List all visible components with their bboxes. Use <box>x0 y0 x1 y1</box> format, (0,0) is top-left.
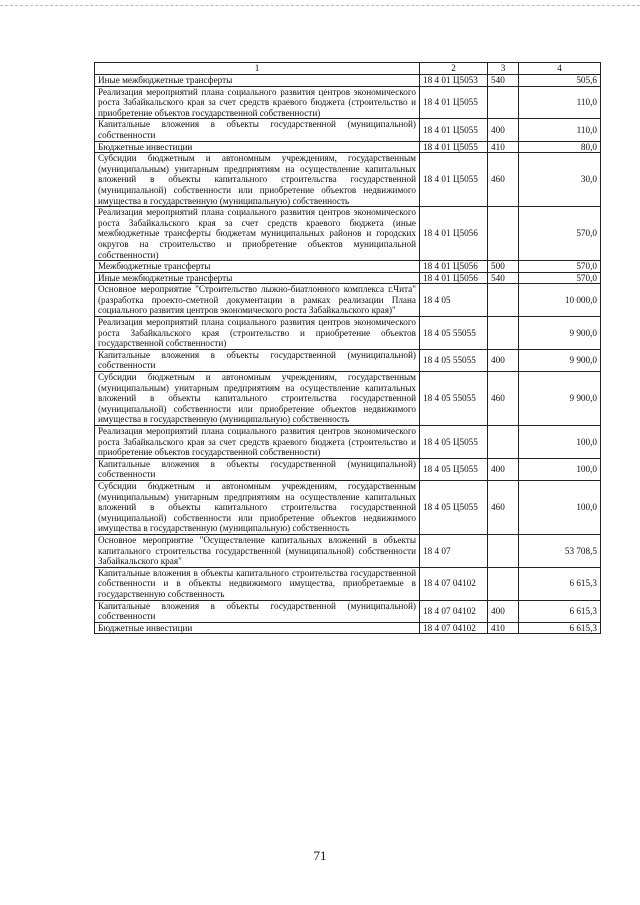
row-type: 460 <box>488 480 519 534</box>
table-row <box>95 426 601 459</box>
row-name: Реализация мероприятий плана социального развития центров экономического роста Забайкальского края за счет средств краевого бюджета (иные межбюджетные трансферты бюджетам муниципальных районов и городских округов на строительство и приобретение объектов муниципальной собственности) <box>95 207 420 261</box>
row-name: Реализация мероприятий плана социального развития центров экономического роста Забайкальского края за счет средств краевого бюджета (строительство и приобретение объектов государственной собственности) <box>95 86 420 119</box>
row-amount: 10 000,0 <box>519 284 601 317</box>
table-row <box>95 622 601 634</box>
row-type <box>488 317 519 350</box>
row-type: 400 <box>488 458 519 480</box>
table-row <box>95 141 601 153</box>
row-amount: 100,0 <box>519 458 601 480</box>
row-code: 18 4 01 Ц5055 <box>420 153 488 207</box>
table-row <box>95 86 601 119</box>
row-code: 18 4 01 Ц5056 <box>420 261 488 273</box>
header-cell-amount: 4 <box>519 63 601 75</box>
row-amount: 9 900,0 <box>519 349 601 371</box>
row-amount: 570,0 <box>519 272 601 284</box>
row-amount: 80,0 <box>519 141 601 153</box>
row-amount: 6 615,3 <box>519 622 601 634</box>
table-row <box>95 207 601 261</box>
row-type: 410 <box>488 622 519 634</box>
row-name: Реализация мероприятий плана социального развития центров экономического роста Забайкальского края (строительство и приобретение объектов государственной собственности) <box>95 317 420 350</box>
row-type: 400 <box>488 349 519 371</box>
row-type <box>488 567 519 600</box>
table-row <box>95 600 601 622</box>
row-amount: 30,0 <box>519 153 601 207</box>
row-name: Субсидии бюджетным и автономным учреждениям, государственным (муниципальным) унитарным предприятиям на осуществление капитальных вложений в объекты капитального строительства государственной (муниципальной) собственности или приобретение объектов недвижимого имущества в государственную (муниципальную) собственность <box>95 372 420 426</box>
row-code: 18 4 05 55055 <box>420 349 488 371</box>
row-code: 18 4 05 55055 <box>420 317 488 350</box>
row-amount: 6 615,3 <box>519 567 601 600</box>
header-cell-name: 1 <box>95 63 420 75</box>
table-row <box>95 153 601 207</box>
row-code: 18 4 01 Ц5055 <box>420 119 488 141</box>
table-row <box>95 75 601 87</box>
row-code: 18 4 01 Ц5053 <box>420 75 488 87</box>
header-cell-type: 3 <box>488 63 519 75</box>
scan-edge <box>0 0 640 6</box>
row-code: 18 4 01 Ц5056 <box>420 207 488 261</box>
row-type <box>488 534 519 567</box>
row-name: Капитальные вложения в объекты государственной (муниципальной) собственности <box>95 349 420 371</box>
table-row <box>95 458 601 480</box>
row-name: Межбюджетные трансферты <box>95 261 420 273</box>
table-row <box>95 272 601 284</box>
row-name: Реализация мероприятий плана социального развития центров экономического роста Забайкальского края за счет средств краевого бюджета (строительство и приобретение объектов государственной собственности) <box>95 426 420 459</box>
row-type: 540 <box>488 75 519 87</box>
row-type: 460 <box>488 153 519 207</box>
row-type: 400 <box>488 119 519 141</box>
table-header-row <box>95 63 601 75</box>
row-amount: 110,0 <box>519 119 601 141</box>
row-amount: 9 900,0 <box>519 317 601 350</box>
row-type: 500 <box>488 261 519 273</box>
row-name: Бюджетные инвестиции <box>95 622 420 634</box>
row-type <box>488 207 519 261</box>
row-type: 410 <box>488 141 519 153</box>
table-row <box>95 119 601 141</box>
row-code: 18 4 05 <box>420 284 488 317</box>
row-code: 18 4 01 Ц5056 <box>420 272 488 284</box>
row-amount: 110,0 <box>519 86 601 119</box>
row-name: Основное мероприятие "Строительство лыжно-биатлонного комплекса г.Чита" (разработка проекто-сметной документации в рамках реализации Плана социального развития центров экономического роста Забайкальского края)" <box>95 284 420 317</box>
row-amount: 505,6 <box>519 75 601 87</box>
row-code: 18 4 07 04102 <box>420 600 488 622</box>
row-amount: 100,0 <box>519 480 601 534</box>
row-type: 460 <box>488 372 519 426</box>
row-code: 18 4 05 Ц5055 <box>420 458 488 480</box>
row-name: Капитальные вложения в объекты государственной (муниципальной) собственности <box>95 458 420 480</box>
row-code: 18 4 01 Ц5055 <box>420 141 488 153</box>
row-amount: 53 708,5 <box>519 534 601 567</box>
row-name: Бюджетные инвестиции <box>95 141 420 153</box>
page-number: 71 <box>313 848 327 863</box>
table-row <box>95 480 601 534</box>
budget-table <box>94 62 601 634</box>
table-row <box>95 317 601 350</box>
row-name: Иные межбюджетные трансферты <box>95 75 420 87</box>
header-cell-code: 2 <box>420 63 488 75</box>
row-type: 400 <box>488 600 519 622</box>
row-amount: 570,0 <box>519 207 601 261</box>
row-code: 18 4 07 04102 <box>420 622 488 634</box>
row-name: Субсидии бюджетным и автономным учреждениям, государственным (муниципальным) унитарным предприятиям на осуществление капитальных вложений в объекты капитального строительства государственной (муниципальной) собственности или приобретение объектов недвижимого имущества в государственную (муниципальную) собственность <box>95 153 420 207</box>
table-row <box>95 372 601 426</box>
row-name: Капитальные вложения в объекты капитального строительства государственной собственности и в объекты недвижимого имущества, приобретаемые в государственную собственность <box>95 567 420 600</box>
row-amount: 570,0 <box>519 261 601 273</box>
row-amount: 9 900,0 <box>519 372 601 426</box>
row-name: Капитальные вложения в объекты государственной (муниципальной) собственности <box>95 119 420 141</box>
row-code: 18 4 05 55055 <box>420 372 488 426</box>
row-name: Капитальные вложения в объекты государственной (муниципальной) собственности <box>95 600 420 622</box>
table-row <box>95 534 601 567</box>
row-code: 18 4 05 Ц5055 <box>420 426 488 459</box>
row-code: 18 4 05 Ц5055 <box>420 480 488 534</box>
row-type <box>488 426 519 459</box>
table-row <box>95 284 601 317</box>
row-type: 540 <box>488 272 519 284</box>
table-row <box>95 349 601 371</box>
row-code: 18 4 07 <box>420 534 488 567</box>
row-type <box>488 86 519 119</box>
row-amount: 100,0 <box>519 426 601 459</box>
row-name: Субсидии бюджетным и автономным учреждениям, государственным (муниципальным) унитарным предприятиям на осуществление капитальных вложений в объекты капитального строительства государственной (муниципальной) собственности или приобретение объектов недвижимого имущества в государственную (муниципальную) собственность <box>95 480 420 534</box>
row-amount: 6 615,3 <box>519 600 601 622</box>
row-code: 18 4 01 Ц5055 <box>420 86 488 119</box>
table-row <box>95 261 601 273</box>
row-type <box>488 284 519 317</box>
row-name: Основное мероприятие "Осуществление капитальных вложений в объекты капитального строительства государственной (муниципальной) собственности Забайкальского края" <box>95 534 420 567</box>
row-name: Иные межбюджетные трансферты <box>95 272 420 284</box>
row-code: 18 4 07 04102 <box>420 567 488 600</box>
table-row <box>95 567 601 600</box>
